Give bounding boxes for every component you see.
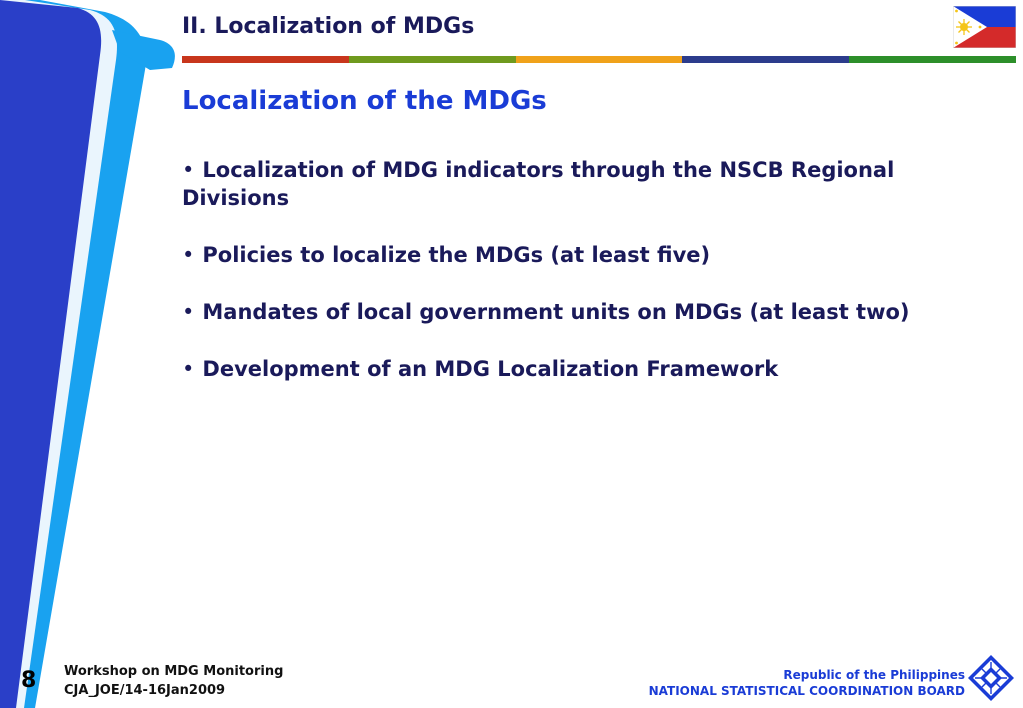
slide-title: Localization of the MDGs <box>182 86 547 116</box>
footer-event-info <box>64 662 283 700</box>
sidebar-swoosh-decoration <box>0 0 180 708</box>
bullet-text: Policies to localize the MDGs (at least five) <box>202 243 711 267</box>
bullet-item: • Development of an MDG Localization Framework <box>182 357 779 381</box>
bullet-item: • Policies to localize the MDGs (at least five) <box>182 243 711 267</box>
page-number: 8 <box>21 668 37 693</box>
footer-event-code: CJA_JOE/14-16Jan2009 <box>64 683 226 698</box>
stripe-segment <box>516 56 683 63</box>
bullet-item: • Localization of MDG indicators through the NSCB Regional Divisions <box>182 158 895 210</box>
bullet-item: • Mandates of local government units on MDGs (at least two) <box>182 300 910 324</box>
section-header: II. Localization of MDGs <box>182 14 475 39</box>
footer-org-name: NATIONAL STATISTICAL COORDINATION BOARD <box>648 684 965 698</box>
footer-event-title: Workshop on MDG Monitoring <box>64 664 284 679</box>
bullet-text: Development of an MDG Localization Framework <box>202 357 779 381</box>
stripe-segment <box>349 56 516 63</box>
footer-organization <box>649 667 965 699</box>
bullet-list <box>182 156 972 412</box>
philippine-flag-icon <box>953 6 1016 48</box>
header-color-stripe <box>182 56 1016 63</box>
stripe-segment <box>682 56 849 63</box>
nscb-logo-icon <box>966 653 1016 703</box>
bullet-text: Mandates of local government units on MDGs (at least two) <box>202 300 910 324</box>
stripe-segment <box>849 56 1016 63</box>
stripe-segment <box>182 56 349 63</box>
bullet-text: Localization of MDG indicators through the NSCB Regional Divisions <box>182 158 895 210</box>
footer-republic: Republic of the Philippines <box>783 668 965 682</box>
